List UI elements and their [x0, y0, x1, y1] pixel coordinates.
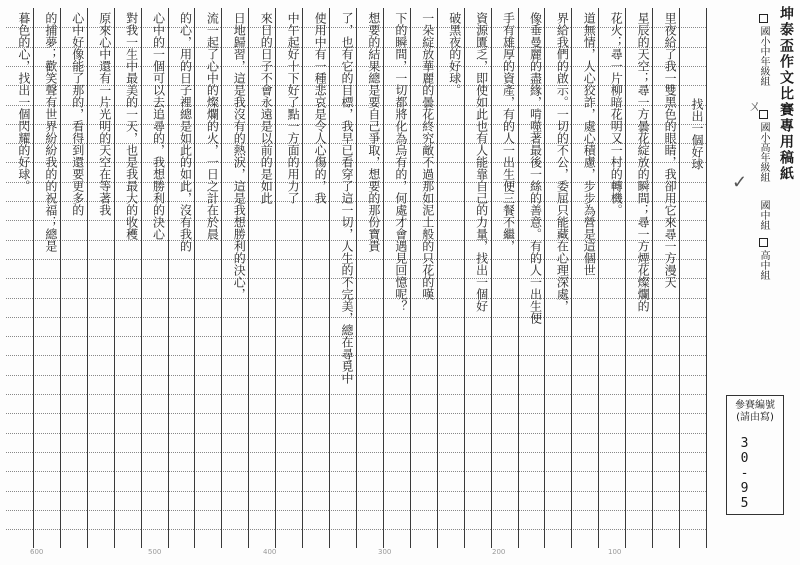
- essay-text-line: 像垂曼麗的盡緣，啃噬著最後一絲的善意。有的人一出生便: [528, 12, 543, 324]
- checkbox-icon: [759, 14, 768, 23]
- entry-number-label: 參賽編號 (請由寫): [735, 400, 775, 423]
- essay-column: [275, 8, 303, 548]
- essay-text-line: 下的瞬間，一切都將化為烏有的，何處才會遇見回憶呢？: [393, 12, 408, 312]
- essay-text-line: 使用中有一種悲哀是令人心傷的，我: [313, 12, 328, 204]
- essay-title: 找出一個好球: [689, 98, 704, 170]
- essay-title-column: [679, 8, 707, 548]
- ruler-mark: 200: [492, 548, 506, 556]
- essay-column: [356, 8, 384, 548]
- entry-number-value: 30-95: [737, 436, 752, 511]
- essay-column: [248, 8, 276, 548]
- essay-text-line: 原來心中還有一片光明的天空在等著我: [97, 12, 112, 216]
- category-upper-elementary: 國小高年級組: [756, 110, 771, 182]
- ruler-footer: [20, 548, 680, 562]
- ruler-mark: 500: [148, 548, 162, 556]
- essay-text-line: 的心，用的日子裡總是如此的如此，沒有我的: [178, 12, 193, 252]
- essay-column: [141, 8, 169, 548]
- essay-column: [60, 8, 88, 548]
- essay-column: [625, 8, 653, 548]
- essay-column: [518, 8, 546, 548]
- ruler-mark: 600: [30, 548, 44, 556]
- category-lower-elementary: 國小中年級組: [756, 14, 771, 86]
- essay-text-line: 流一起了心中的燦爛的火，一日之計在於晨: [205, 12, 220, 240]
- essay-column: [598, 8, 626, 548]
- header-sidebar: [708, 0, 800, 565]
- essay-column: [464, 8, 492, 548]
- essay-column: [302, 8, 330, 548]
- essay-column: [87, 8, 115, 548]
- page-title: 坤泰盃作文比賽專用稿紙: [778, 6, 794, 182]
- essay-text-line: 星辰的天空；尋一方曇花綻放的瞬間；尋一方煙花燦爛的: [636, 12, 651, 312]
- essay-text-line: 破黑夜的好球。: [447, 12, 462, 96]
- essay-column: [329, 8, 357, 548]
- essay-text-line: 的捕夢；歡笑聲有世界紛紛我的的祝福；總是: [43, 12, 58, 252]
- essay-column: [168, 8, 196, 548]
- category-senior-high: 高中組: [756, 238, 771, 280]
- essay-column: [221, 8, 249, 548]
- essay-text-line: 一朵綻放華麗的曇花終究敵不過那如泥土般的只花的嘆: [420, 12, 435, 300]
- essay-column: [114, 8, 142, 548]
- essay-text-line: 花火；尋一片柳暗花明又一村的轉機。: [609, 12, 624, 216]
- essay-column: [491, 8, 519, 548]
- category-junior-high: 國中組: [758, 200, 769, 230]
- essay-text-line: 日地歸習，這是我沒有的熱淚，這是我想勝利的決心，: [232, 12, 247, 300]
- check-mark-icon: ✓: [732, 172, 748, 193]
- checkbox-icon: [759, 238, 768, 247]
- essay-column: [652, 8, 680, 548]
- essay-column: [6, 8, 34, 548]
- manuscript-grid: [6, 8, 706, 548]
- essay-column: [544, 8, 572, 548]
- entry-number-box: [726, 395, 784, 515]
- essay-column: [571, 8, 599, 548]
- essay-column: [383, 8, 411, 548]
- essay-text-line: 資源匱乏，即使如此也有人能靠自己的力量，找出一個好: [474, 12, 489, 312]
- essay-text-line: 界給我們的啟示。一切的不公，委屈只能藏在心理深處，: [555, 12, 570, 312]
- ruler-mark: 100: [608, 548, 622, 556]
- essay-text-line: 心中的一個可以去追尋的，我想勝利的決心: [151, 12, 166, 240]
- ruler-mark: 300: [378, 548, 392, 556]
- essay-column: [410, 8, 438, 548]
- essay-text-line: 來日的日子不會永遠是以前的是如此: [259, 12, 274, 204]
- essay-text-line: 中午起好十下好了點一方面的用力了: [286, 12, 301, 204]
- essay-text-line: 道無情，人心狡詐，處心積慮，步步為營是這個世: [582, 12, 597, 276]
- essay-column: [33, 8, 61, 548]
- essay-text-line: 了，也有它的目標，我早已看穿了這一切，人生的不完美，總在尋覓中: [339, 12, 354, 384]
- essay-text-line: 想要的結果總是要自己爭取，想要的那份寶貴: [366, 12, 381, 252]
- essay-text-line: 手有雄厚的資產，有的人一出生便三餐不繼，: [501, 12, 516, 252]
- essay-text-line: 暮色的心，找出一個閃耀的好球。: [16, 12, 31, 192]
- essay-text-line: 心中好像能了那的，看得到還要更多的: [70, 12, 85, 216]
- essay-column: [437, 8, 465, 548]
- essay-text-line: 對我一生中最美的一天，也是我最大的收穫: [124, 12, 139, 240]
- essay-column: [194, 8, 222, 548]
- ruler-mark: 400: [263, 548, 277, 556]
- corner-mark: ㄨ: [748, 99, 762, 115]
- essay-text-line: 里夜給了我一雙黑色的眼睛，我卻用它來尋一方漫天: [663, 12, 678, 288]
